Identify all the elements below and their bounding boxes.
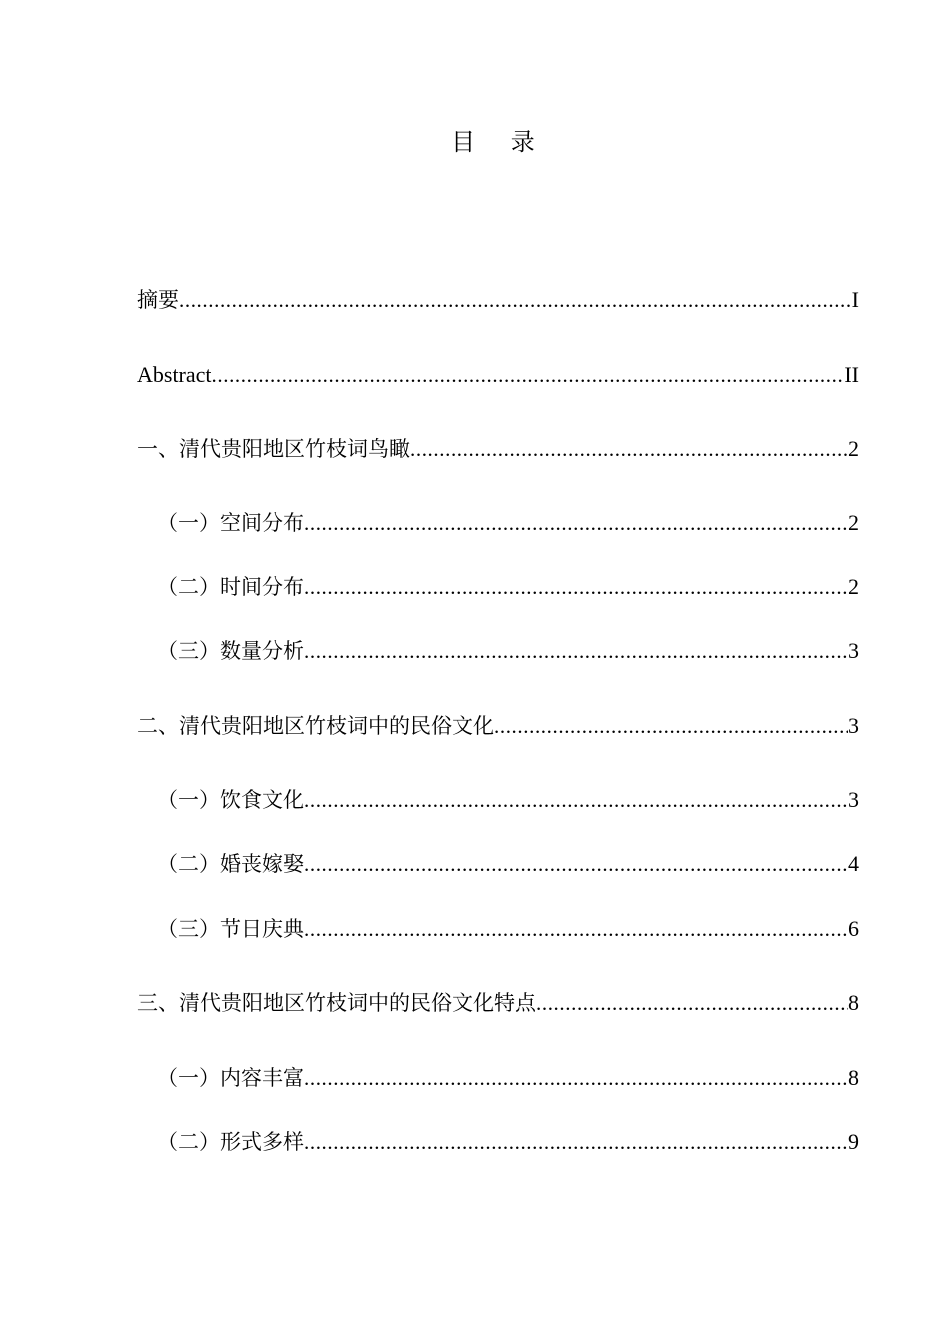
toc-entry-text: （一）空间分布 bbox=[157, 511, 304, 535]
toc-entry-text: （二）时间分布 bbox=[157, 575, 304, 599]
toc-entry-text: （三）数量分析 bbox=[157, 639, 304, 663]
dot-leader bbox=[304, 1127, 848, 1157]
toc-page-number: 4 bbox=[848, 851, 859, 876]
toc-entry-text: 三、清代贵阳地区竹枝词中的民俗文化特点 bbox=[137, 991, 536, 1015]
dot-leader bbox=[304, 914, 848, 944]
toc-page-number: 9 bbox=[848, 1129, 859, 1154]
toc-page-number: 3 bbox=[848, 787, 859, 812]
dot-leader bbox=[494, 711, 848, 741]
toc-entry-section-2-3 bbox=[157, 914, 859, 944]
toc-page-number: II bbox=[844, 362, 859, 387]
dot-leader bbox=[536, 988, 848, 1018]
toc-entry-text: 二、清代贵阳地区竹枝词中的民俗文化 bbox=[137, 714, 494, 738]
toc-page-number: I bbox=[851, 287, 859, 312]
toc-entry-section-2-1 bbox=[157, 785, 859, 815]
toc-entry-section-1-3 bbox=[157, 636, 859, 666]
toc-page-number: 8 bbox=[848, 1065, 859, 1090]
toc-entry-text: （二）婚丧嫁娶 bbox=[157, 852, 304, 876]
toc-entry-chapter-2 bbox=[137, 711, 859, 741]
toc-entry-abstract-cn bbox=[137, 285, 859, 315]
dot-leader bbox=[304, 636, 848, 666]
toc-entry-text: （一）饮食文化 bbox=[157, 788, 304, 812]
toc-entry-section-1-2 bbox=[157, 572, 859, 602]
toc-entry-chapter-1 bbox=[137, 434, 859, 464]
toc-entry-text: （二）形式多样 bbox=[157, 1130, 304, 1154]
toc-entry-text: 一、清代贵阳地区竹枝词鸟瞰 bbox=[137, 437, 410, 461]
toc-entry-chapter-3 bbox=[137, 988, 859, 1018]
dot-leader bbox=[304, 572, 848, 602]
toc-entry-text: （一）内容丰富 bbox=[157, 1066, 304, 1090]
toc-page-number: 2 bbox=[848, 510, 859, 535]
dot-leader bbox=[179, 285, 852, 315]
toc-entry-section-2-2 bbox=[157, 849, 859, 879]
dot-leader bbox=[304, 1063, 848, 1093]
toc-page-number: 3 bbox=[848, 713, 859, 738]
toc-entry-abstract-en bbox=[137, 360, 859, 390]
toc-page-number: 2 bbox=[848, 574, 859, 599]
toc-page-number: 2 bbox=[848, 436, 859, 461]
dot-leader bbox=[304, 785, 848, 815]
toc-page-number: 3 bbox=[848, 638, 859, 663]
dot-leader bbox=[304, 849, 848, 879]
dot-leader bbox=[410, 434, 848, 464]
toc-entry-text: 摘要 bbox=[137, 288, 179, 312]
dot-leader bbox=[304, 508, 848, 538]
toc-page-number: 6 bbox=[848, 916, 859, 941]
toc-entry-section-1-1 bbox=[157, 508, 859, 538]
toc-page-number: 8 bbox=[848, 990, 859, 1015]
toc-title: 目 录 bbox=[451, 128, 549, 156]
dot-leader bbox=[212, 360, 845, 390]
toc-entry-text: （三）节日庆典 bbox=[157, 917, 304, 941]
toc-entry-section-3-2 bbox=[157, 1127, 859, 1157]
toc-entry-section-3-1 bbox=[157, 1063, 859, 1093]
toc-entry-text: Abstract bbox=[137, 362, 212, 387]
